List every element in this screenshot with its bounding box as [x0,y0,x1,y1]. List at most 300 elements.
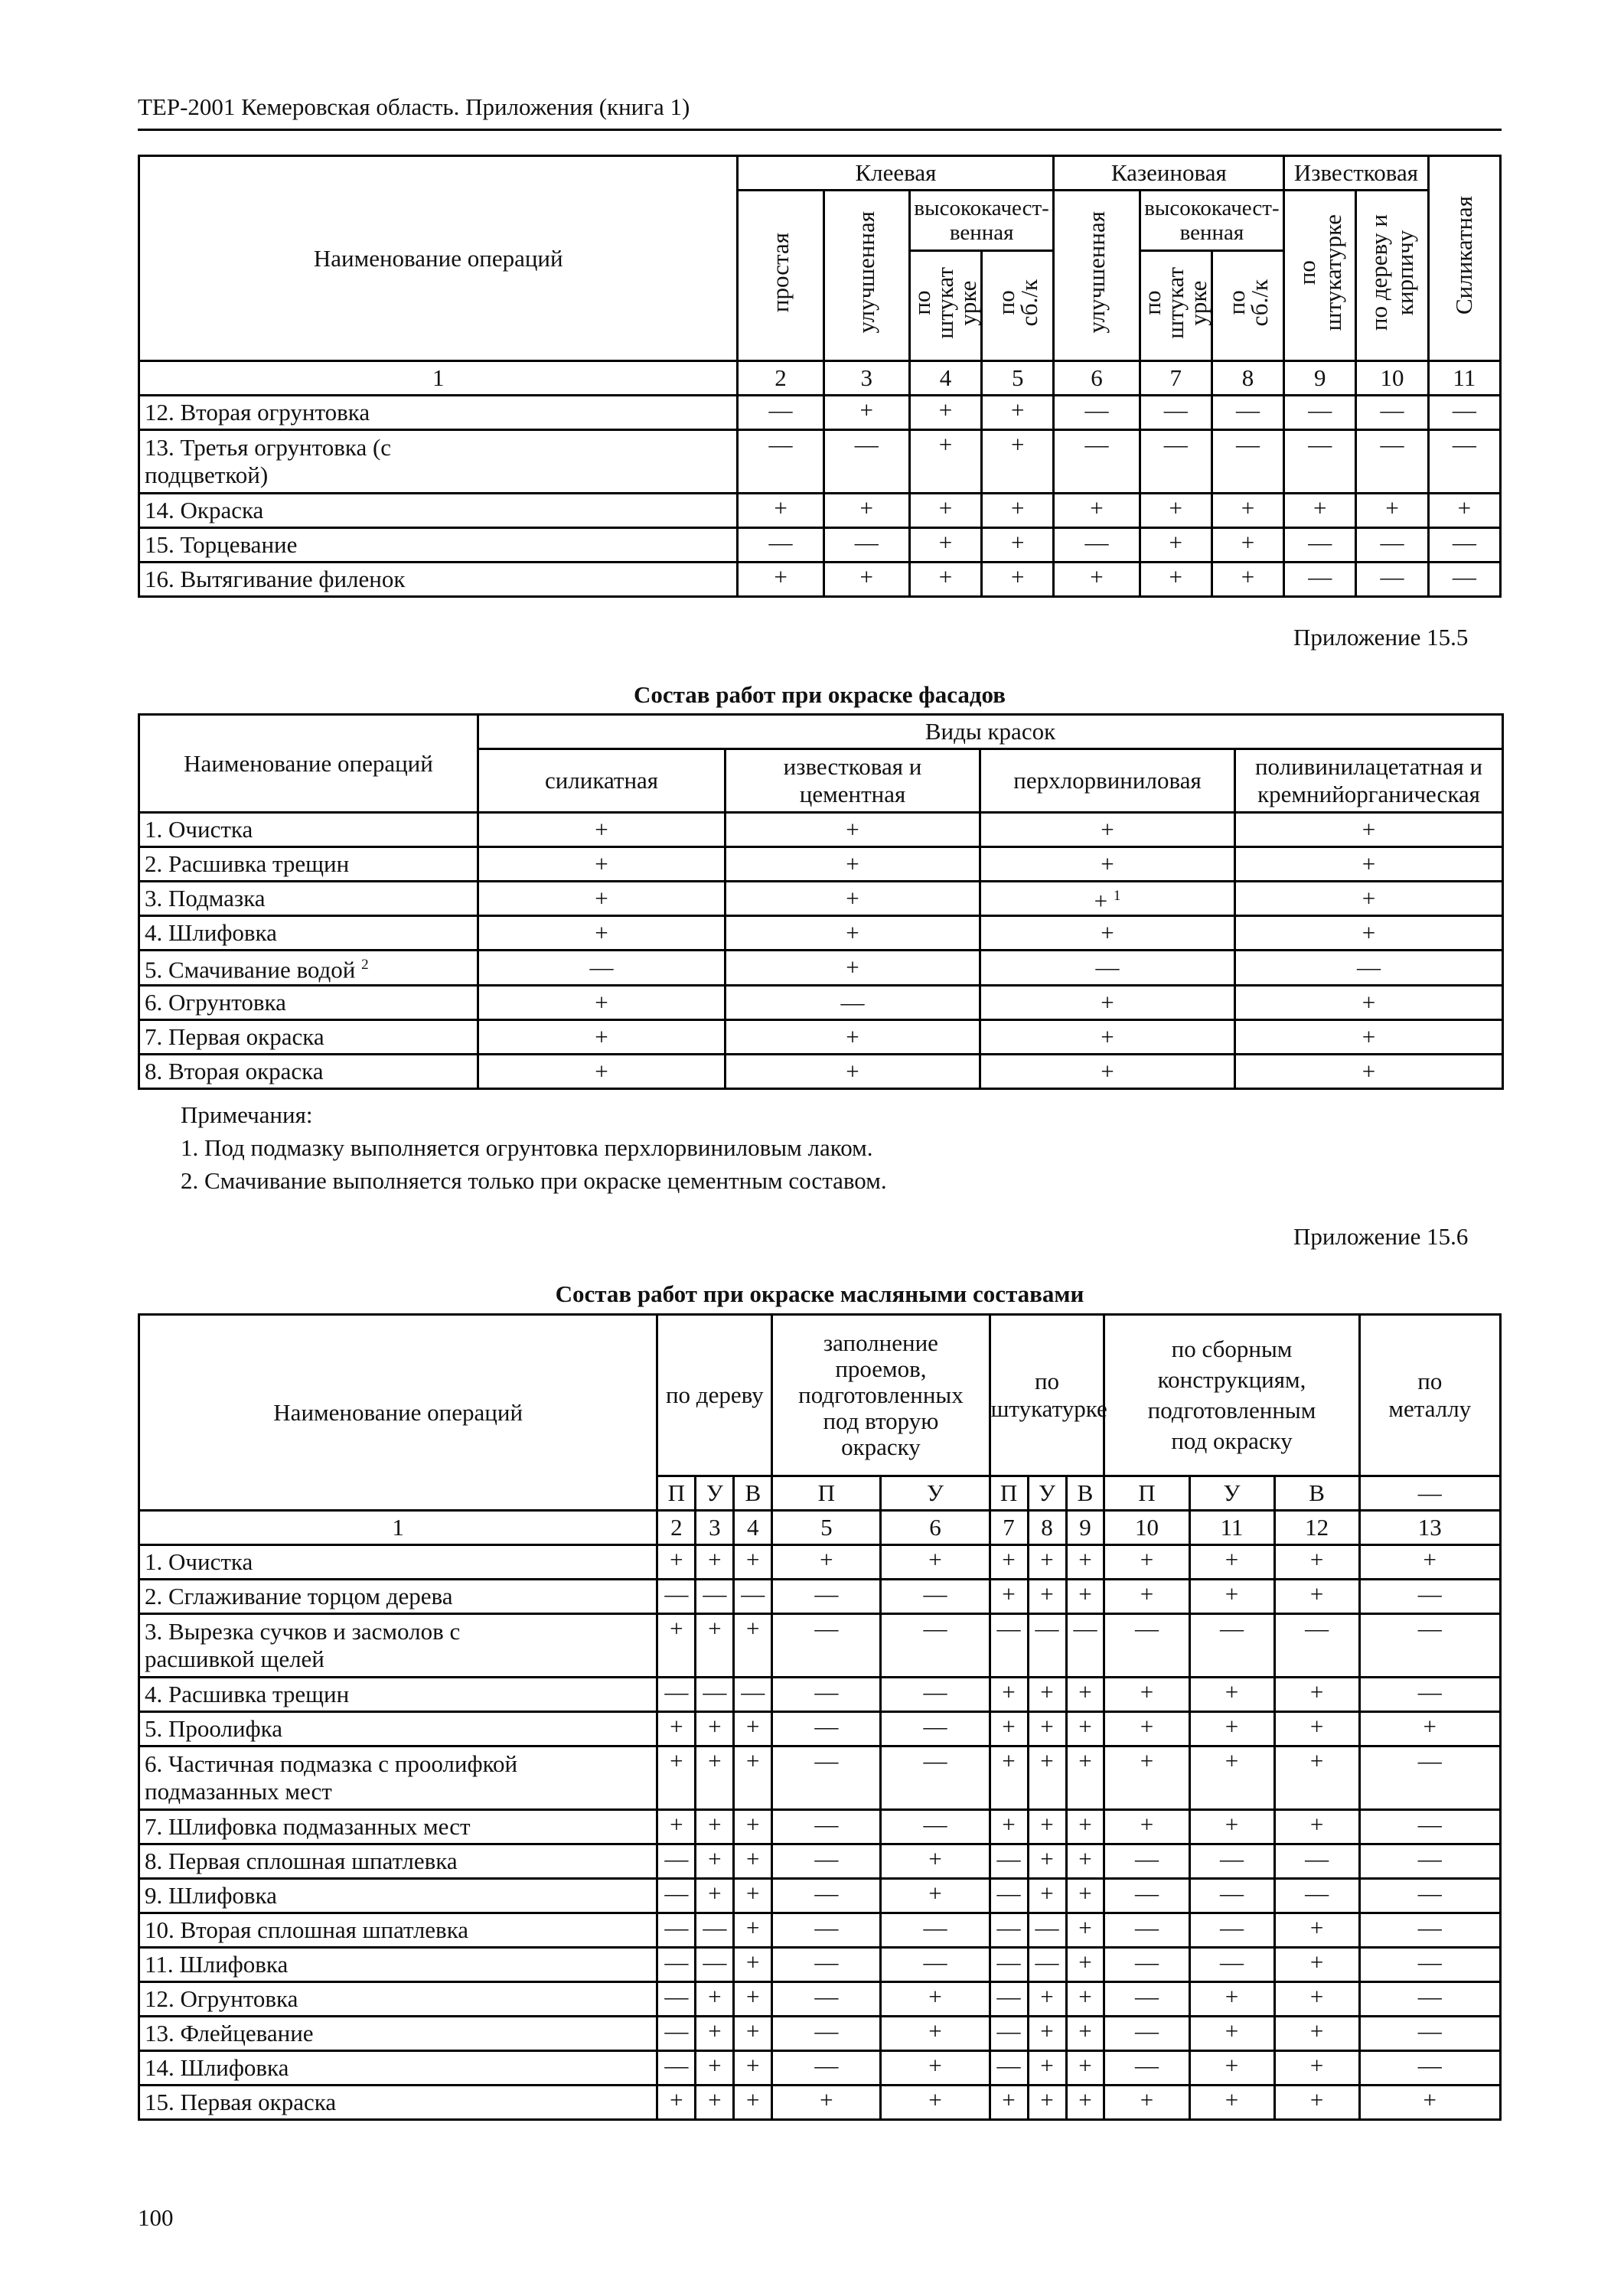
cell-mark [1235,916,1503,951]
cell-mark: + [1274,2086,1359,2120]
cell-mark [478,813,726,847]
header-row-groups [139,715,1503,749]
table-row [139,2086,1501,2120]
operation-name-text: 6. Огрунтовка [145,988,286,1016]
cell-mark: + [1066,1879,1104,1913]
operation-name-text: 8. Вторая окраска [145,1057,324,1084]
operation-name [139,916,478,951]
column-header-polivinilacetat: поливинилацетатная и кремнийорганическая [1235,749,1503,813]
column-subheader: В [734,1476,772,1511]
table-row [139,2051,1501,2086]
footnote-marker: 2 [361,957,369,974]
cell-mark: + [823,396,909,430]
table-row [139,951,1503,985]
cell-mark: — [1189,1879,1274,1913]
operation-name-text: 4. Шлифовка [145,919,277,947]
cell-mark: — [1356,396,1428,430]
cell-mark-text: + [1101,1057,1114,1084]
cell-mark: + [734,2086,772,2120]
column-number: 10 [1104,1511,1189,1545]
cell-mark: + [1104,1580,1189,1614]
group-header-paint-types: Виды красок [478,715,1503,749]
cell-mark: — [990,2017,1028,2051]
column-number: 2 [738,361,823,396]
cell-mark: + [1104,1810,1189,1844]
cell-mark: + [1066,1545,1104,1580]
column-subheader: В [1274,1476,1359,1511]
cell-mark: — [1066,1614,1104,1678]
cell-mark: — [1274,1844,1359,1879]
cell-mark: — [734,1678,772,1712]
cell-mark: — [1359,2051,1500,2086]
cell-mark: + [696,1712,734,1746]
cell-mark-text: + [1101,1022,1114,1050]
cell-mark: + [657,2086,696,2120]
header-rule [138,129,1502,131]
cell-mark: — [1028,1948,1066,1982]
cell-mark: — [1104,1879,1189,1913]
cell-mark: — [881,1580,990,1614]
cell-mark: + [1066,1844,1104,1879]
cell-mark-text: + [1101,850,1114,877]
cell-mark-text: + [1361,988,1376,1016]
cell-mark: — [881,1810,990,1844]
cell-mark [980,813,1235,847]
cell-mark: + [772,1545,881,1580]
column-number: 4 [734,1511,772,1545]
cell-mark: — [772,1948,881,1982]
cell-mark: + [696,2086,734,2120]
cell-mark: + [1066,2051,1104,2086]
cell-mark-text: + [846,919,859,947]
cell-mark: — [772,2051,881,2086]
column-number: 2 [657,1511,696,1545]
cell-mark [478,985,726,1019]
cell-mark: + [1066,1746,1104,1810]
cell-mark: + [1359,1712,1500,1746]
cell-mark: — [823,528,909,563]
cell-mark: + [990,1746,1028,1810]
cell-mark: + [1028,1879,1066,1913]
cell-mark-text: + [1361,919,1376,947]
cell-mark: + [823,494,909,528]
column-header-name: Наименование операций [139,715,478,813]
column-subheader: В [1066,1476,1104,1511]
cell-mark: + [982,528,1054,563]
cell-mark: — [1284,563,1356,597]
cell-mark: + [696,1879,734,1913]
cell-mark: + [696,1844,734,1879]
column-number: 7 [990,1511,1028,1545]
cell-mark: — [1104,1844,1189,1879]
cell-mark-text: + [846,1022,859,1050]
cell-mark: + [1054,494,1140,528]
column-header-uluchshennaya-kazein: улучшенная [1054,191,1140,361]
column-subheader: П [657,1476,696,1511]
cell-mark: — [772,1746,881,1810]
cell-mark: + [1028,2086,1066,2120]
table-row [139,1982,1501,2017]
table-row [139,430,1501,494]
cell-mark: — [1140,396,1211,430]
cell-mark: + [823,563,909,597]
cell-mark: + [1066,2086,1104,2120]
cell-mark: + [1274,1678,1359,1712]
operation-name: 15. Первая окраска [139,2086,657,2120]
cell-mark: + [734,1879,772,1913]
operation-name [139,1054,478,1088]
cell-mark: — [772,2017,881,2051]
notes-title: Примечания: [181,1101,313,1128]
cell-mark: — [1211,430,1283,494]
cell-mark: — [1359,1844,1500,1879]
column-subheader: У [881,1476,990,1511]
cell-mark: — [1028,1913,1066,1948]
cell-mark: — [990,1844,1028,1879]
cell-mark: — [990,1948,1028,1982]
cell-mark [1235,1054,1503,1088]
column-subheader: — [1359,1476,1500,1511]
cell-mark: + [696,1982,734,2017]
cell-mark: + [734,1614,772,1678]
cell-mark: — [657,1982,696,2017]
cell-mark: — [1359,1746,1500,1810]
cell-mark: — [772,1879,881,1913]
column-number: 5 [982,361,1054,396]
cell-mark: + [1104,1545,1189,1580]
cell-mark: + [1189,1810,1274,1844]
column-header-silikatnaya: Силикатная [1428,156,1500,361]
operation-name [139,1019,478,1054]
cell-mark: + [1066,1913,1104,1948]
cell-mark [726,813,980,847]
cell-mark: + [657,1614,696,1678]
cell-mark: — [1211,396,1283,430]
cell-mark: + [1189,1678,1274,1712]
table-row [139,1712,1501,1746]
cell-mark: + [696,2051,734,2086]
cell-mark: + [734,1982,772,2017]
column-header-po-derevu: по дереву и кирпичу [1356,191,1428,361]
cell-mark: — [696,1678,734,1712]
cell-mark [478,882,726,916]
column-number: 7 [1140,361,1211,396]
column-header-po-shtuk: по штукат урке [909,251,981,361]
cell-mark-text: + [595,816,608,843]
header-row-groups [139,156,1501,191]
table-oil [138,1313,1502,2121]
cell-mark [1235,1019,1503,1054]
cell-mark: + [1028,1678,1066,1712]
cell-mark: + [1274,1913,1359,1948]
cell-mark: + [1359,1545,1500,1580]
column-header-po-sbk: по сб./к [982,251,1054,361]
group-header-sbornye: по сборным конструкциям, подготовленным под окраску [1104,1315,1359,1476]
operation-name-text: 7. Первая окраска [145,1022,324,1050]
column-header-vysokokach: высококачест- венная [909,191,1054,251]
cell-mark [726,951,980,985]
table-row [139,882,1503,916]
column-subheader: П [772,1476,881,1511]
cell-mark: + [1028,1810,1066,1844]
cell-mark: + [1274,1982,1359,2017]
column-number: 10 [1356,361,1428,396]
cell-mark: — [772,1913,881,1948]
cell-mark: — [772,1678,881,1712]
cell-mark: — [657,1678,696,1712]
column-number: 5 [772,1511,881,1545]
cell-mark: + [696,1746,734,1810]
column-number: 8 [1028,1511,1066,1545]
cell-mark: — [881,1678,990,1712]
cell-mark: + [1189,1580,1274,1614]
cell-mark: + [881,2051,990,2086]
cell-mark: — [1284,430,1356,494]
column-header-izvestkovaya: известковая и цементная [726,749,980,813]
column-number: 11 [1428,361,1500,396]
cell-mark: + [1066,1810,1104,1844]
cell-mark: + [1274,1810,1359,1844]
cell-mark: — [1428,430,1500,494]
column-subheader: У [1028,1476,1066,1511]
column-subheader: У [1189,1476,1274,1511]
appendix-label-15-6: Приложение 15.6 [1293,1223,1469,1250]
operation-name: 1. Очистка [139,1545,657,1580]
table-row [139,1678,1501,1712]
table-row [139,1019,1503,1054]
cell-mark: — [1104,1948,1189,1982]
cell-mark: — [1359,2017,1500,2051]
cell-mark [1235,951,1503,985]
cell-mark: — [1028,1614,1066,1678]
table-continuation [138,155,1502,598]
cell-mark: + [734,2051,772,2086]
cell-mark: — [1104,1982,1189,2017]
cell-mark: — [1054,430,1140,494]
cell-mark: + [1028,2017,1066,2051]
footnote-marker: 1 [1113,888,1121,904]
cell-mark: + [881,1982,990,2017]
table-row [139,396,1501,430]
table-row [139,1614,1501,1678]
cell-mark: + [696,1545,734,1580]
column-number: 6 [1054,361,1140,396]
running-head: ТЕР-2001 Кемеровская область. Приложения (книга 1) [138,93,690,120]
cell-mark: — [1274,1614,1359,1678]
cell-mark-text: — [840,988,865,1016]
operation-name: 10. Вторая сплошная шпатлевка [139,1913,657,1948]
cell-mark [980,951,1235,985]
cell-mark: + [1028,1545,1066,1580]
operation-name: 14. Шлифовка [139,2051,657,2086]
cell-mark: + [1140,494,1211,528]
cell-mark: + [657,1545,696,1580]
cell-mark-text: + [846,885,859,912]
cell-mark: + [734,1810,772,1844]
table-caption-facades: Состав работ при окраске фасадов [633,681,1006,708]
cell-mark: — [1054,396,1140,430]
cell-mark: — [881,1913,990,1948]
cell-mark: — [1104,1614,1189,1678]
cell-mark-text: + [1361,1057,1376,1084]
cell-mark: + [1140,563,1211,597]
cell-mark: — [1140,430,1211,494]
operation-name [139,985,478,1019]
cell-mark: + [990,2086,1028,2120]
table-row [139,1580,1501,1614]
cell-mark: + [696,1614,734,1678]
cell-mark: + [1066,1580,1104,1614]
cell-mark: + [1211,563,1283,597]
cell-mark-text: + [595,850,608,877]
cell-mark: + [1028,1844,1066,1879]
cell-mark: + [1189,2051,1274,2086]
cell-mark: + [982,563,1054,597]
cell-mark: — [734,1580,772,1614]
column-number: 4 [909,361,981,396]
cell-mark: + [990,1712,1028,1746]
cell-mark: — [990,1982,1028,2017]
group-header-po-metallu: по металлу [1359,1315,1500,1476]
cell-mark-text: + [595,988,608,1016]
cell-mark: — [772,1614,881,1678]
column-number: 3 [696,1511,734,1545]
cell-mark: — [823,430,909,494]
cell-mark: — [1284,528,1356,563]
cell-mark: — [1284,396,1356,430]
cell-mark: — [738,396,823,430]
cell-mark [478,1019,726,1054]
operation-name: 6. Частичная подмазка с проолифкой подмазанных мест [139,1746,657,1810]
cell-mark [478,951,726,985]
cell-mark: — [772,1712,881,1746]
column-number: 3 [823,361,909,396]
cell-mark: + [696,2017,734,2051]
cell-mark [478,916,726,951]
cell-mark: + [1274,2017,1359,2051]
operation-name: 12. Огрунтовка [139,1982,657,2017]
cell-mark: + [982,494,1054,528]
cell-mark: + [657,1746,696,1810]
number-row [139,1511,1501,1545]
cell-mark: + [1274,1746,1359,1810]
cell-mark: — [738,430,823,494]
cell-mark: + [1189,1982,1274,2017]
table-row [139,1054,1503,1088]
table-row [139,1746,1501,1810]
cell-mark: + [734,1712,772,1746]
table-row [139,528,1501,563]
column-number: 1 [139,361,738,396]
cell-mark: + [657,1712,696,1746]
cell-mark: + [734,1913,772,1948]
column-number: 11 [1189,1511,1274,1545]
column-number: 9 [1284,361,1356,396]
cell-mark [726,916,980,951]
operation-name [139,847,478,882]
column-subheader: У [696,1476,734,1511]
page-number: 100 [138,2204,174,2231]
column-subheader: П [990,1476,1028,1511]
cell-mark: — [1104,2051,1189,2086]
cell-mark: + [1211,494,1283,528]
column-header-prostaya: простая [738,191,823,361]
cell-mark-text: + [1361,816,1376,843]
cell-mark: + [982,430,1054,494]
cell-mark: + [1274,1580,1359,1614]
cell-mark: + [1028,1982,1066,2017]
cell-mark: + [881,1545,990,1580]
cell-mark [1235,847,1503,882]
cell-mark: + [990,1810,1028,1844]
column-number: 9 [1066,1511,1104,1545]
cell-mark: — [772,1810,881,1844]
cell-mark: + [1189,1545,1274,1580]
operation-name: 9. Шлифовка [139,1879,657,1913]
cell-mark: + [1066,1948,1104,1982]
cell-mark-text: + [1361,850,1376,877]
cell-mark: — [1359,1678,1500,1712]
cell-mark: — [1189,1948,1274,1982]
cell-mark: — [772,1580,881,1614]
cell-mark: — [772,1982,881,2017]
column-header-name: Наименование операций [139,1315,657,1511]
cell-mark-text: — [589,954,614,981]
cell-mark [726,882,980,916]
table-row [139,985,1503,1019]
cell-mark [1235,985,1503,1019]
cell-mark: — [696,1913,734,1948]
cell-mark: + [909,396,981,430]
cell-mark: + [909,528,981,563]
cell-mark: — [657,1580,696,1614]
cell-mark: — [772,1844,881,1879]
table-caption-oil: Состав работ при окраске масляными составами [555,1280,1084,1307]
cell-mark: — [657,1844,696,1879]
operation-name: 3. Вырезка сучков и засмолов с расшивкой щелей [139,1614,657,1678]
cell-mark: — [1274,1879,1359,1913]
cell-mark: + [738,494,823,528]
cell-mark: — [990,1614,1028,1678]
cell-mark [726,985,980,1019]
column-subheader: П [1104,1476,1189,1511]
cell-mark [726,1019,980,1054]
operation-name: 5. Проолифка [139,1712,657,1746]
cell-mark: — [657,1879,696,1913]
cell-mark-text: + [846,850,859,877]
cell-mark: + [1211,528,1283,563]
cell-mark: — [1359,1614,1500,1678]
cell-mark: + [1274,1948,1359,1982]
cell-mark [980,1019,1235,1054]
operation-name [139,882,478,916]
cell-mark: + [1028,1712,1066,1746]
cell-mark: + [881,1879,990,1913]
cell-mark: + [1066,2017,1104,2051]
cell-mark [1235,813,1503,847]
cell-mark-text: — [1095,954,1120,981]
cell-mark: — [657,2017,696,2051]
cell-mark: — [1359,1982,1500,2017]
cell-mark: + [734,1948,772,1982]
cell-mark: + [1066,1982,1104,2017]
column-header-perkhlorvinil: перхлорвиниловая [980,749,1235,813]
cell-mark: — [1359,1913,1500,1948]
cell-mark: + [1054,563,1140,597]
operation-name: 16. Вытягивание филенок [139,563,738,597]
cell-mark-text: + [595,919,608,947]
cell-mark: + [881,2086,990,2120]
